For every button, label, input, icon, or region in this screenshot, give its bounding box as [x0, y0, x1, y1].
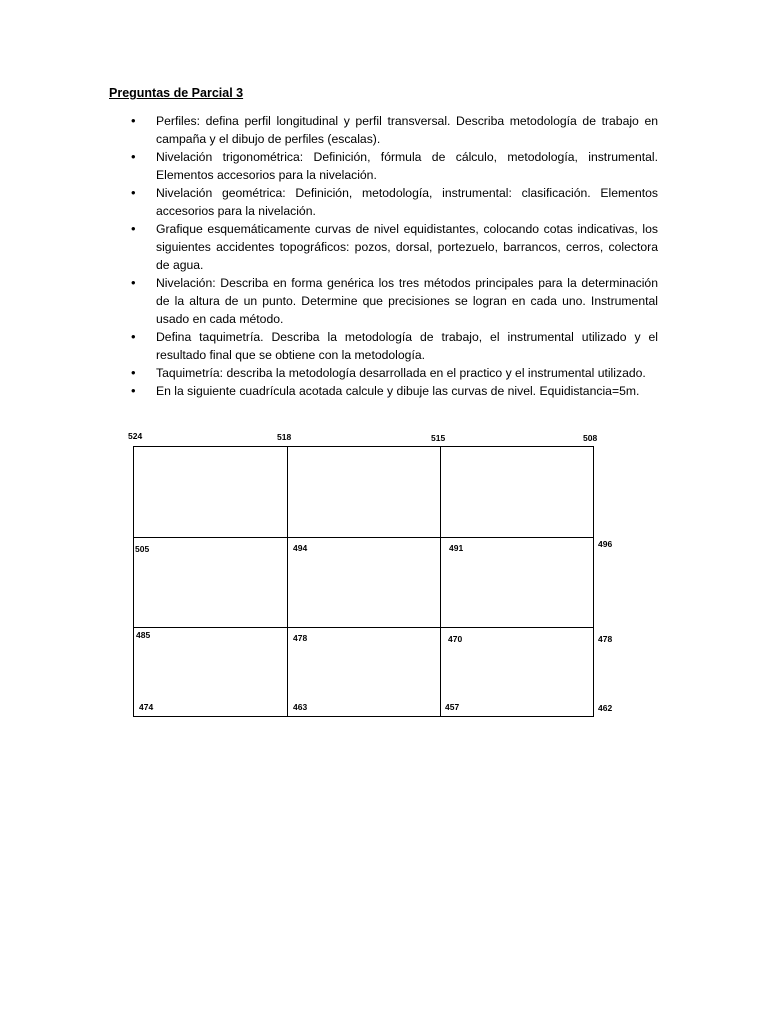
question-text: Grafique esquemáticamente curvas de nivel equidistantes, colocando cotas indicativas, los siguientes accidentes topográficos: pozos, dorsal, portezuelo, barrancos, cerros, colectora de agua. — [156, 222, 658, 272]
elevation-label: 524 — [128, 431, 143, 441]
grid-line — [134, 627, 593, 628]
bullet-icon: • — [131, 383, 136, 398]
list-item — [128, 274, 658, 328]
elevation-label: 491 — [449, 543, 464, 553]
list-item — [128, 328, 658, 364]
contour-grid — [133, 446, 594, 717]
bullet-icon: • — [131, 113, 136, 128]
elevation-label: 478 — [598, 634, 613, 644]
elevation-label: 505 — [135, 544, 150, 554]
elevation-label: 515 — [431, 433, 446, 443]
bullet-icon: • — [131, 185, 136, 200]
question-list — [128, 112, 658, 400]
grid-line — [440, 447, 441, 716]
elevation-label: 496 — [598, 539, 613, 549]
question-text: Nivelación trigonométrica: Definición, fórmula de cálculo, metodología, instrumental. Elementos accesorios para la nivelación. — [156, 150, 658, 182]
question-text: Nivelación: Describa en forma genérica los tres métodos principales para la determinación de la altura de un punto. Determine que precisiones se logran en cada uno. Instrumental usado en cada método. — [156, 276, 658, 326]
grid-line — [287, 447, 288, 716]
grid-line — [134, 537, 593, 538]
elevation-label: 508 — [583, 433, 598, 443]
list-item — [128, 220, 658, 274]
list-item — [128, 148, 658, 184]
bullet-icon: • — [131, 149, 136, 164]
question-text: Perfiles: defina perfil longitudinal y perfil transversal. Describa metodología de trabajo en campaña y el dibujo de perfiles (escalas). — [156, 114, 658, 146]
elevation-label: 518 — [277, 432, 292, 442]
elevation-label: 485 — [136, 630, 151, 640]
question-text: Defina taquimetría. Describa la metodología de trabajo, el instrumental utilizado y el resultado final que se obtiene con la metodología. — [156, 330, 658, 362]
elevation-label: 474 — [139, 702, 154, 712]
bullet-icon: • — [131, 221, 136, 236]
list-item — [128, 184, 658, 220]
question-text: Nivelación geométrica: Definición, metodología, instrumental: clasificación. Elementos accesorios para la nivelación. — [156, 186, 658, 218]
elevation-label: 494 — [293, 543, 308, 553]
question-text: Taquimetría: describa la metodología desarrollada en el practico y el instrumental utilizado. — [156, 366, 646, 380]
question-text: En la siguiente cuadrícula acotada calcule y dibuje las curvas de nivel. Equidistancia=5m. — [156, 384, 640, 398]
bullet-icon: • — [131, 275, 136, 290]
elevation-label: 457 — [445, 702, 460, 712]
elevation-label: 462 — [598, 703, 613, 713]
elevation-label: 463 — [293, 702, 308, 712]
list-item — [128, 364, 658, 382]
list-item — [128, 382, 658, 400]
bullet-icon: • — [131, 329, 136, 344]
page-title: Preguntas de Parcial 3 — [109, 86, 244, 100]
list-item — [128, 112, 658, 148]
elevation-label: 470 — [448, 634, 463, 644]
elevation-label: 478 — [293, 633, 308, 643]
bullet-icon: • — [131, 365, 136, 380]
